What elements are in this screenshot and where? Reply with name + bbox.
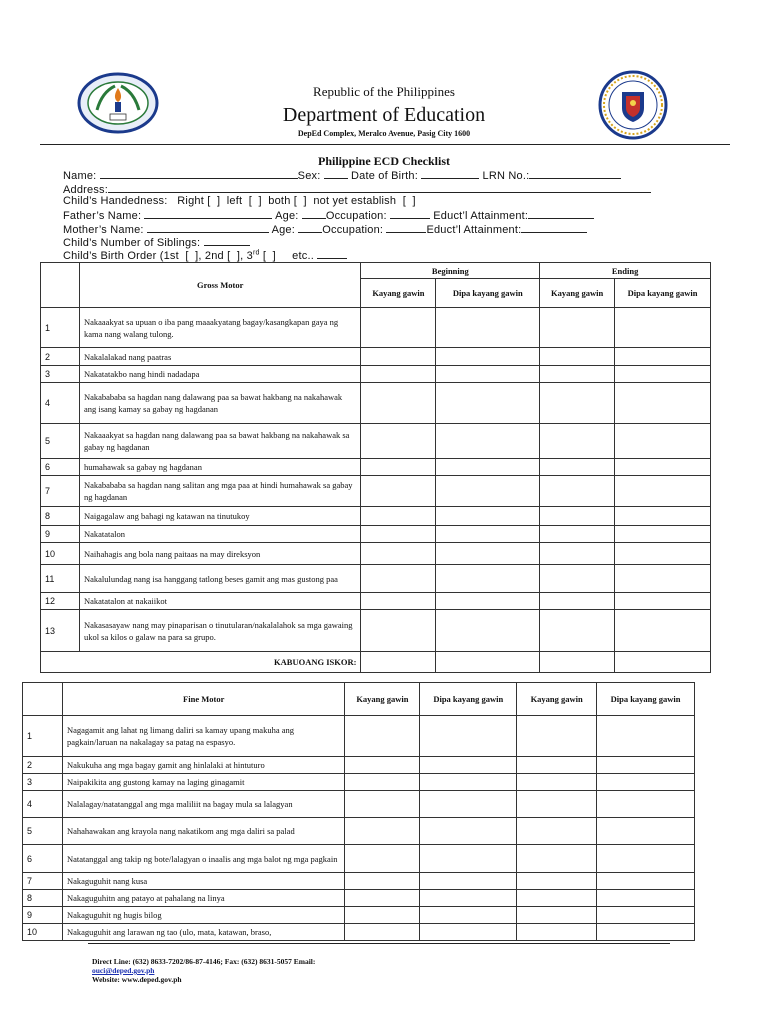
handedness-left[interactable]: left [ ]: [226, 195, 262, 207]
table-row: [23, 791, 695, 818]
beginning-can-cell[interactable]: [345, 791, 420, 818]
ending-can-cell[interactable]: [517, 907, 597, 924]
address-row: [63, 182, 651, 196]
website: Website: www.deped.gov.ph: [92, 975, 182, 984]
father-occupation-label: Occupation:: [325, 210, 387, 222]
ending-can-header: Kayang gawin: [540, 279, 615, 308]
ending-can-cell[interactable]: [540, 459, 615, 476]
beginning-can-cell[interactable]: [345, 907, 420, 924]
beginning-can-cell[interactable]: [361, 507, 436, 526]
ending-can-cell[interactable]: [517, 818, 597, 845]
beginning-can-cell[interactable]: [345, 774, 420, 791]
total-ending-cannot-cell[interactable]: [615, 652, 711, 673]
skill-description: Nakatatalon: [79, 526, 361, 543]
skill-description: Nakatatakbo nang hindi nadadapa: [79, 366, 361, 383]
row-number: 10: [41, 543, 80, 565]
ending-can-cell[interactable]: [540, 348, 615, 366]
ending-can-header: Kayang gawin: [517, 683, 597, 716]
address-label: Address:: [63, 184, 109, 196]
name-row: [63, 168, 621, 182]
deped-seal-logo: [598, 70, 668, 140]
handedness-label: Child’s Handedness:: [63, 195, 168, 207]
beginning-cannot-cell[interactable]: [420, 845, 517, 873]
beginning-cannot-cell[interactable]: [436, 383, 540, 424]
ending-cannot-cell[interactable]: [597, 716, 695, 757]
form-title: Philippine ECD Checklist: [317, 154, 451, 168]
row-number: 2: [23, 757, 63, 774]
father-age-label: Age:: [275, 210, 299, 222]
beginning-can-header: Kayang gawin: [361, 279, 436, 308]
beginning-can-cell[interactable]: [361, 348, 436, 366]
beginning-cannot-cell[interactable]: [436, 526, 540, 543]
beginning-can-cell[interactable]: [345, 757, 420, 774]
row-number: 7: [41, 476, 80, 507]
handedness-right[interactable]: Right [ ]: [177, 195, 221, 207]
skill-description: Nakabababa sa hagdan nang dalawang paa sa bawat hakbang na nakahawak ang isang kamay sa gabay ng hagdanan: [79, 383, 361, 424]
ending-can-cell[interactable]: [540, 383, 615, 424]
ending-cannot-cell[interactable]: [597, 907, 695, 924]
email-link[interactable]: ouci@deped.gov.ph: [92, 966, 155, 975]
table-row: [41, 348, 711, 366]
beginning-can-cell[interactable]: [361, 565, 436, 593]
birth-order-etc-field[interactable]: [317, 248, 347, 259]
ending-cannot-cell[interactable]: [597, 845, 695, 873]
ending-can-cell[interactable]: [540, 507, 615, 526]
beginning-cannot-cell[interactable]: [436, 424, 540, 459]
skill-description: Nakaguguhit ng hugis bilog: [62, 907, 345, 924]
republic-heading: Republic of the Philippines: [313, 84, 455, 99]
row-number: 5: [23, 818, 63, 845]
beginning-cannot-cell[interactable]: [436, 348, 540, 366]
beginning-can-cell[interactable]: [361, 459, 436, 476]
footer-divider: [88, 943, 670, 944]
beginning-cannot-header: Dipa kayang gawin: [436, 279, 540, 308]
beginning-can-cell[interactable]: [345, 818, 420, 845]
beginning-cannot-cell[interactable]: [436, 476, 540, 507]
father-label: Father’s Name:: [63, 210, 142, 222]
ending-cannot-cell[interactable]: [597, 774, 695, 791]
birth-order-superscript: rd: [252, 249, 260, 257]
dob-label: Date of Birth:: [351, 170, 419, 182]
beginning-cannot-header: Dipa kayang gawin: [420, 683, 517, 716]
row-number: 6: [23, 845, 63, 873]
mother-age-field[interactable]: [298, 222, 322, 233]
siblings-row: [63, 235, 250, 249]
table-row: [41, 565, 711, 593]
beginning-can-cell[interactable]: [361, 610, 436, 652]
table-row: [23, 774, 695, 791]
row-number: 10: [23, 924, 63, 941]
fine-motor-heading: Fine Motor: [62, 683, 345, 716]
beginning-can-cell[interactable]: [361, 308, 436, 348]
ending-heading: Ending: [540, 263, 711, 279]
beginning-can-header: Kayang gawin: [345, 683, 420, 716]
skill-description: humahawak sa gabay ng hagdanan: [79, 459, 361, 476]
ending-cannot-cell[interactable]: [615, 476, 711, 507]
department-address: DepEd Complex, Meralco Avenue, Pasig City 1600: [297, 129, 471, 138]
ending-cannot-cell[interactable]: [615, 383, 711, 424]
ending-cannot-cell[interactable]: [615, 308, 711, 348]
table-row: [41, 526, 711, 543]
row-number: 8: [41, 507, 80, 526]
ending-cannot-cell[interactable]: [597, 757, 695, 774]
beginning-cannot-cell[interactable]: [420, 907, 517, 924]
ending-can-cell[interactable]: [540, 610, 615, 652]
mother-attainment-field[interactable]: [521, 222, 587, 233]
row-number: 9: [41, 526, 80, 543]
ending-cannot-header: Dipa kayang gawin: [615, 279, 711, 308]
row-number: 6: [41, 459, 80, 476]
skill-description: Nalalagay/natatanggal ang mga maliliit na bagay mula sa lalagyan: [62, 791, 345, 818]
ending-cannot-cell[interactable]: [615, 610, 711, 652]
ending-can-cell[interactable]: [540, 543, 615, 565]
father-attainment-field[interactable]: [528, 208, 594, 219]
ending-cannot-cell[interactable]: [597, 890, 695, 907]
table-row: [41, 383, 711, 424]
total-ending-can-cell[interactable]: [540, 652, 615, 673]
table-row: [23, 818, 695, 845]
ending-can-cell[interactable]: [540, 593, 615, 610]
beginning-cannot-cell[interactable]: [420, 757, 517, 774]
siblings-field[interactable]: [204, 235, 250, 246]
lrn-label: LRN No.:: [482, 170, 530, 182]
table-row: [23, 873, 695, 890]
ending-can-cell[interactable]: [540, 526, 615, 543]
beginning-cannot-cell[interactable]: [436, 308, 540, 348]
beginning-cannot-cell[interactable]: [436, 507, 540, 526]
ending-can-cell[interactable]: [517, 774, 597, 791]
mother-occupation-label: Occupation:: [322, 224, 384, 236]
ending-cannot-cell[interactable]: [597, 924, 695, 941]
beginning-can-cell[interactable]: [345, 890, 420, 907]
name-field[interactable]: [100, 168, 298, 179]
skill-description: Natatanggal ang takip ng bote/lalagyan o inaalis ang mga balot ng mga pagkain: [62, 845, 345, 873]
handedness-row: [63, 195, 416, 207]
ending-can-cell[interactable]: [517, 924, 597, 941]
total-score-label: KABUOANG ISKOR:: [41, 652, 361, 673]
row-number: 5: [41, 424, 80, 459]
handedness-both[interactable]: both [ ]: [268, 195, 307, 207]
table-row: [41, 593, 711, 610]
row-number: 3: [23, 774, 63, 791]
sex-label: Sex:: [297, 170, 321, 182]
skill-description: Nakasasayaw nang may pinaparisan o tinutularan/nakalalahok sa mga gawaing ukol sa kilos o galaw na para sa grupo.: [79, 610, 361, 652]
sex-field[interactable]: [324, 168, 348, 179]
ending-can-cell[interactable]: [540, 424, 615, 459]
skill-description: Naipakikita ang gustong kamay na laging ginagamit: [62, 774, 345, 791]
table-row: [23, 845, 695, 873]
beginning-can-cell[interactable]: [361, 526, 436, 543]
ending-can-cell[interactable]: [540, 476, 615, 507]
father-age-field[interactable]: [302, 208, 326, 219]
gross-motor-table: [40, 262, 711, 673]
beginning-cannot-cell[interactable]: [436, 459, 540, 476]
table-row: [41, 308, 711, 348]
father-occupation-field[interactable]: [390, 208, 430, 219]
ending-can-cell[interactable]: [517, 757, 597, 774]
ending-cannot-cell[interactable]: [615, 424, 711, 459]
beginning-can-cell[interactable]: [345, 873, 420, 890]
beginning-cannot-cell[interactable]: [420, 873, 517, 890]
skill-description: Nakalulundag nang isa hanggang tatlong beses gamit ang mas gustong paa: [79, 565, 361, 593]
table-row: [41, 424, 711, 459]
row-number: 1: [41, 308, 80, 348]
row-number: 2: [41, 348, 80, 366]
birth-order-label: Child’s Birth Order (1st [ ], 2nd [ ], 3: [63, 250, 253, 262]
beginning-can-cell[interactable]: [361, 476, 436, 507]
handedness-none[interactable]: not yet establish [ ]: [313, 195, 416, 207]
beginning-can-cell[interactable]: [361, 424, 436, 459]
total-beginning-cannot-cell[interactable]: [436, 652, 540, 673]
ending-cannot-cell[interactable]: [597, 791, 695, 818]
ending-cannot-cell[interactable]: [615, 565, 711, 593]
beginning-cannot-cell[interactable]: [436, 543, 540, 565]
beginning-can-cell[interactable]: [361, 593, 436, 610]
ending-can-cell[interactable]: [517, 845, 597, 873]
beginning-heading: Beginning: [361, 263, 540, 279]
row-number: 3: [41, 366, 80, 383]
ending-cannot-cell[interactable]: [615, 366, 711, 383]
name-label: Name:: [63, 170, 97, 182]
ending-cannot-cell[interactable]: [615, 543, 711, 565]
skill-description: Nakaaakyat sa upuan o iba pang maaakyatang bagay/kasangkapan gaya ng kama nang walang tulong.: [79, 308, 361, 348]
table-row: [41, 507, 711, 526]
beginning-cannot-cell[interactable]: [436, 366, 540, 383]
father-row: [63, 208, 594, 222]
skill-description: Nakukuha ang mga bagay gamit ang hinlalaki at hintuturo: [62, 757, 345, 774]
department-heading: Department of Education: [282, 104, 486, 126]
beginning-cannot-cell[interactable]: [420, 924, 517, 941]
beginning-cannot-cell[interactable]: [436, 610, 540, 652]
row-number: 11: [41, 565, 80, 593]
ending-can-cell[interactable]: [517, 716, 597, 757]
skill-description: Nakaguguhit ang larawan ng tao (ulo, mata, katawan, braso,: [62, 924, 345, 941]
row-number: 4: [23, 791, 63, 818]
lrn-field[interactable]: [529, 168, 621, 179]
beginning-can-cell[interactable]: [345, 845, 420, 873]
dob-field[interactable]: [421, 168, 479, 179]
beginning-can-cell[interactable]: [361, 366, 436, 383]
skill-description: Nakatatalon at nakaiikot: [79, 593, 361, 610]
address-field[interactable]: [108, 182, 651, 193]
header-divider: [40, 144, 730, 145]
skill-description: Nakalalakad nang paatras: [79, 348, 361, 366]
direct-line: Direct Line: (632) 8633-7202/86-87-4146; Fax: (632) 8631-5057 Email:: [92, 957, 316, 966]
beginning-can-cell[interactable]: [345, 924, 420, 941]
mother-attainment-label: Educt’l Attainment:: [426, 224, 522, 236]
beginning-cannot-cell[interactable]: [420, 890, 517, 907]
table-row: [23, 890, 695, 907]
row-number: 4: [41, 383, 80, 424]
table-row: [41, 366, 711, 383]
number-column-header: [41, 263, 80, 308]
row-number: 9: [23, 907, 63, 924]
skill-description: Naihahagis ang bola nang paitaas na may direksyon: [79, 543, 361, 565]
ending-can-cell[interactable]: [540, 366, 615, 383]
ending-can-cell[interactable]: [540, 565, 615, 593]
ending-cannot-cell[interactable]: [597, 873, 695, 890]
table-row: [23, 924, 695, 941]
beginning-can-cell[interactable]: [361, 543, 436, 565]
skill-description: Naigagalaw ang bahagi ng katawan na tinutukoy: [79, 507, 361, 526]
beginning-cannot-cell[interactable]: [436, 593, 540, 610]
beginning-can-cell[interactable]: [361, 383, 436, 424]
table-row: [41, 459, 711, 476]
row-number: 1: [23, 716, 63, 757]
ending-can-cell[interactable]: [540, 308, 615, 348]
ending-cannot-cell[interactable]: [615, 348, 711, 366]
skill-description: Nakabababa sa hagdan nang salitan ang mga paa at hindi humahawak sa gabay ng hagdanan: [79, 476, 361, 507]
table-row: [23, 907, 695, 924]
skill-description: Nagagamit ang lahat ng limang daliri sa kamay upang makuha ang pagkain/laruan na nakalagay sa patag na espasyo.: [62, 716, 345, 757]
beginning-cannot-cell[interactable]: [420, 716, 517, 757]
table-row: [23, 716, 695, 757]
mother-label: Mother’s Name:: [63, 224, 144, 236]
father-attainment-label: Educt’l Attainment:: [433, 210, 529, 222]
mother-name-field[interactable]: [147, 222, 269, 233]
ending-can-cell[interactable]: [517, 791, 597, 818]
gross-motor-heading: Gross Motor: [79, 263, 361, 308]
ending-cannot-cell[interactable]: [615, 593, 711, 610]
row-number: 13: [41, 610, 80, 652]
mother-occupation-field[interactable]: [386, 222, 426, 233]
ending-cannot-cell[interactable]: [615, 526, 711, 543]
skill-description: Nakaguguhit nang kusa: [62, 873, 345, 890]
birth-order-third-box[interactable]: [ ]: [262, 250, 276, 262]
mother-age-label: Age:: [271, 224, 296, 236]
ending-can-cell[interactable]: [517, 890, 597, 907]
ending-cannot-cell[interactable]: [615, 507, 711, 526]
skill-description: Nakaaakyat sa hagdan nang dalawang paa sa bawat hakbang na nakahawak sa gabay ng hagdanan: [79, 424, 361, 459]
siblings-label: Child’s Number of Siblings:: [63, 237, 201, 249]
row-number: 8: [23, 890, 63, 907]
birth-order-row: [63, 248, 347, 262]
row-number: 7: [23, 873, 63, 890]
fine-motor-table: [22, 682, 695, 941]
skill-description: Nakaguguhitn ang patayo at pahalang na linya: [62, 890, 345, 907]
beginning-cannot-cell[interactable]: [436, 565, 540, 593]
beginning-cannot-cell[interactable]: [420, 791, 517, 818]
ending-cannot-cell[interactable]: [597, 818, 695, 845]
beginning-cannot-cell[interactable]: [420, 818, 517, 845]
etc-label: etc..: [292, 250, 314, 262]
skill-description: Nahahawakan ang krayola nang nakatikom ang mga daliri sa palad: [62, 818, 345, 845]
table-row: [23, 757, 695, 774]
father-name-field[interactable]: [144, 208, 272, 219]
number-column-header: [23, 683, 63, 716]
ending-cannot-header: Dipa kayang gawin: [597, 683, 695, 716]
ending-can-cell[interactable]: [517, 873, 597, 890]
table-row: [41, 476, 711, 507]
beginning-can-cell[interactable]: [345, 716, 420, 757]
ending-cannot-cell[interactable]: [615, 459, 711, 476]
row-number: 12: [41, 593, 80, 610]
table-row: [41, 610, 711, 652]
beginning-cannot-cell[interactable]: [420, 774, 517, 791]
table-row: [41, 543, 711, 565]
total-beginning-can-cell[interactable]: [361, 652, 436, 673]
mother-row: [63, 222, 587, 236]
